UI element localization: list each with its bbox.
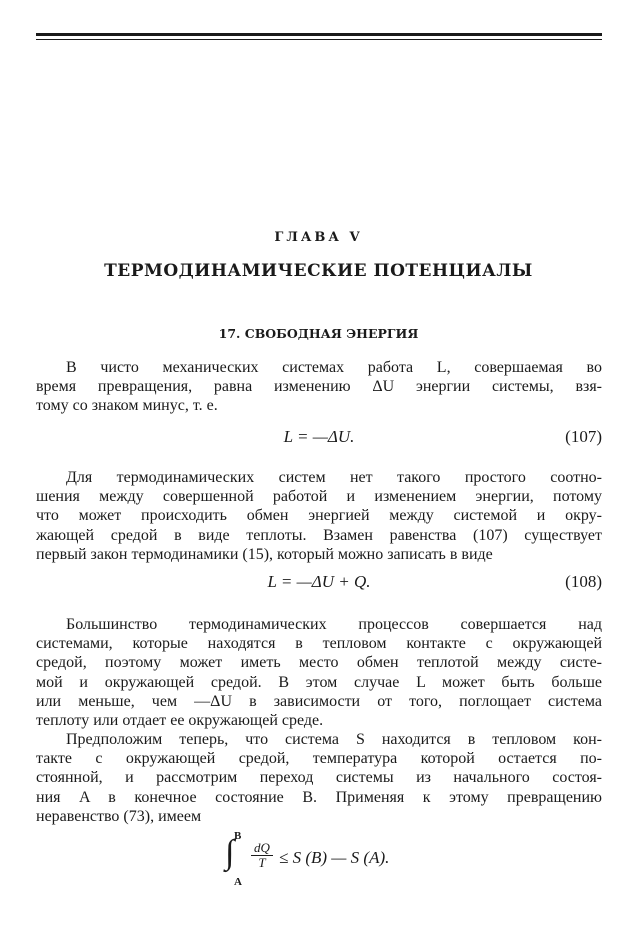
equation-number: (107) bbox=[565, 427, 602, 446]
text-line: системами, которые находятся в тепловом контакте с окружающей bbox=[36, 635, 602, 653]
chapter-label: ГЛАВА V bbox=[274, 230, 363, 245]
text-line: такте с окружающей средой, температура которой остается по- bbox=[36, 750, 602, 768]
text-line: В чисто механических системах работа L, совершаемая во bbox=[66, 359, 602, 376]
text-line: неравенство (73), имеем bbox=[36, 807, 202, 825]
text-line: или меньше, чем —ΔU в зависимости от того, поглощает система bbox=[36, 692, 602, 710]
text-line: стоянной, и рассмотрим переход системы из начального состоя- bbox=[36, 769, 602, 787]
header-rule-thick bbox=[36, 33, 602, 36]
text-line: Для термодинамических систем нет такого простого соотно- bbox=[66, 469, 602, 486]
equation-108 bbox=[36, 572, 602, 594]
text-line: шения между совершенной работой и изменением энергии, потому bbox=[36, 488, 602, 506]
text-line: Большинство термодинамических процессов совершается над bbox=[66, 616, 602, 633]
text-line: средой, поэтому может иметь место обмен теплотой между систе- bbox=[36, 654, 602, 672]
text-line: тому со знаком минус, т. е. bbox=[36, 397, 218, 415]
text-line: теплоту или отдает ее окружающей среде. bbox=[36, 712, 324, 730]
integral-lower-limit: A bbox=[234, 876, 242, 888]
text-line: ния A в конечное состояние B. Применяя к этому превращению bbox=[36, 788, 602, 806]
paragraph-2 bbox=[36, 468, 602, 564]
equation-formula: L = —ΔU. bbox=[283, 427, 355, 446]
paragraph-1 bbox=[36, 358, 602, 416]
integral-upper-limit: B bbox=[234, 830, 242, 842]
equation-number: (108) bbox=[565, 572, 602, 591]
section-title: 17. СВОБОДНАЯ ЭНЕРГИЯ bbox=[218, 326, 419, 341]
fraction-numerator: dQ bbox=[251, 841, 273, 856]
integral-sign-icon: ∫ bbox=[225, 834, 235, 871]
text-line: первый закон термодинамики (15), который можно записать в виде bbox=[36, 545, 493, 563]
text-line: жающей средой в виде теплоты. Взамен равенства (107) существует bbox=[36, 526, 602, 544]
paragraph-4 bbox=[36, 730, 602, 826]
text-line: время превращения, равна изменению ΔU энергии системы, взя- bbox=[36, 378, 602, 396]
header-rule-thin bbox=[36, 39, 602, 40]
inequality-rhs: ≤ S (B) — S (A). bbox=[279, 848, 390, 867]
chapter-title: ТЕРМОДИНАМИЧЕСКИЕ ПОТЕНЦИАЛЫ bbox=[104, 261, 533, 281]
text-line: Предположим теперь, что система S находится в тепловом кон- bbox=[66, 731, 602, 748]
fraction-denominator: T bbox=[258, 855, 266, 870]
text-line: что может происходить обмен энергией между системой и окру- bbox=[36, 507, 602, 525]
inequality-equation bbox=[225, 830, 425, 890]
text-line: мой и окружающей средой. В этом случае L может быть больше bbox=[36, 673, 602, 691]
paragraph-3 bbox=[36, 615, 602, 730]
equation-formula: L = —ΔU + Q. bbox=[267, 572, 371, 591]
equation-107 bbox=[36, 427, 602, 449]
fraction bbox=[251, 841, 273, 870]
